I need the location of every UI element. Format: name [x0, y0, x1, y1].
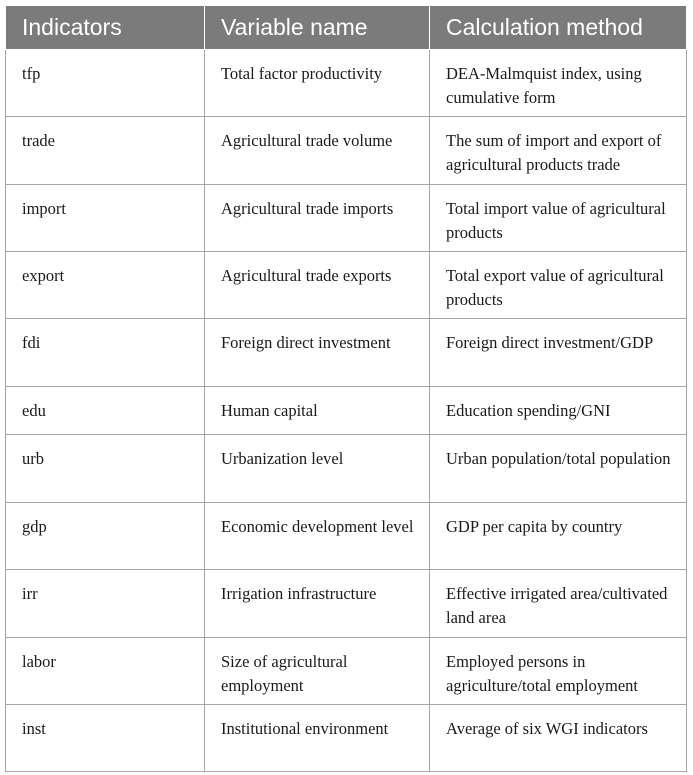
indicator-cell: export: [6, 252, 205, 319]
table-row: [6, 252, 687, 319]
table-row: [6, 638, 687, 705]
calculation-method-cell: Effective irrigated area/cultivated land area: [430, 570, 687, 638]
indicator-cell: irr: [6, 570, 205, 638]
indicator-cell: tfp: [6, 50, 205, 117]
indicator-table: [5, 5, 687, 772]
header-variable-name: Variable name: [205, 6, 430, 50]
indicator-cell: edu: [6, 387, 205, 435]
calculation-method-cell: DEA-Malmquist index, using cumulative form: [430, 50, 687, 117]
table-body: [6, 50, 687, 772]
variable-name-cell: Human capital: [205, 387, 430, 435]
header-calculation-method: Calculation method: [430, 6, 687, 50]
variable-name-cell: Agricultural trade volume: [205, 117, 430, 185]
calculation-method-cell: Urban population/total population: [430, 435, 687, 503]
table-row: [6, 435, 687, 503]
variable-name-cell: Institutional environment: [205, 705, 430, 772]
indicator-cell: labor: [6, 638, 205, 705]
variable-name-cell: Total factor productivity: [205, 50, 430, 117]
indicator-cell: gdp: [6, 503, 205, 570]
indicator-cell: urb: [6, 435, 205, 503]
variable-name-cell: Agricultural trade exports: [205, 252, 430, 319]
indicator-cell: trade: [6, 117, 205, 185]
calculation-method-cell: The sum of import and export of agricultural products trade: [430, 117, 687, 185]
table-row: [6, 185, 687, 252]
calculation-method-cell: Education spending/GNI: [430, 387, 687, 435]
calculation-method-cell: GDP per capita by country: [430, 503, 687, 570]
indicator-cell: inst: [6, 705, 205, 772]
variable-name-cell: Urbanization level: [205, 435, 430, 503]
header-indicators: Indicators: [6, 6, 205, 50]
table-row: [6, 503, 687, 570]
calculation-method-cell: Total export value of agricultural products: [430, 252, 687, 319]
table-header: [6, 6, 687, 50]
table-row: [6, 117, 687, 185]
variable-name-cell: Economic development level: [205, 503, 430, 570]
header-row: [6, 6, 687, 50]
indicator-cell: fdi: [6, 319, 205, 387]
table-row: [6, 387, 687, 435]
table-row: [6, 319, 687, 387]
table-row: [6, 705, 687, 772]
table-row: [6, 50, 687, 117]
variable-name-cell: Agricultural trade imports: [205, 185, 430, 252]
table-row: [6, 570, 687, 638]
variable-name-cell: Foreign direct investment: [205, 319, 430, 387]
variable-name-cell: Irrigation infrastructure: [205, 570, 430, 638]
calculation-method-cell: Foreign direct investment/GDP: [430, 319, 687, 387]
calculation-method-cell: Total import value of agricultural products: [430, 185, 687, 252]
calculation-method-cell: Employed persons in agriculture/total employment: [430, 638, 687, 705]
variable-name-cell: Size of agricultural employment: [205, 638, 430, 705]
indicator-cell: import: [6, 185, 205, 252]
calculation-method-cell: Average of six WGI indicators: [430, 705, 687, 772]
